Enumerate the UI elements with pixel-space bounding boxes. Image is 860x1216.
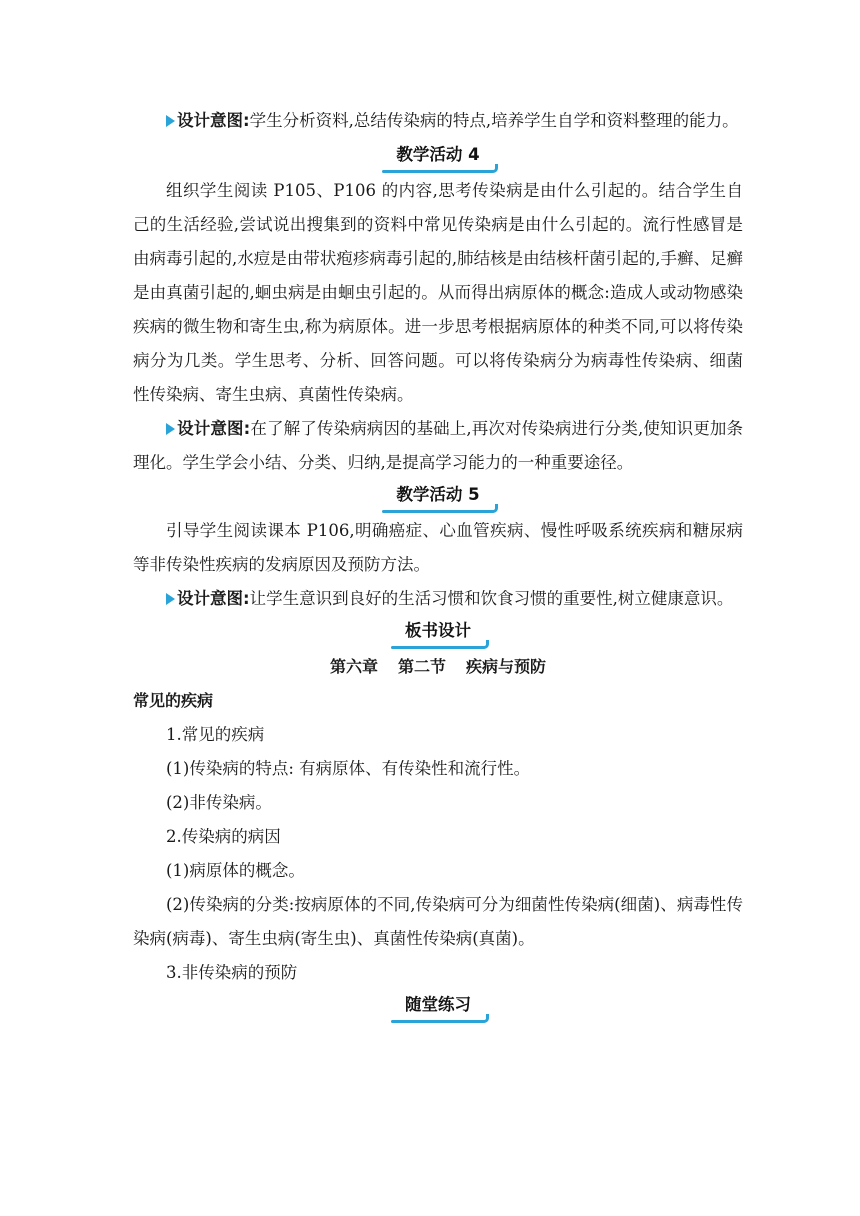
board-line: (1)传染病的特点: 有病原体、有传染性和流行性。 — [166, 759, 531, 778]
design-intent-1 — [133, 104, 743, 138]
board-line: (2)非传染病。 — [166, 793, 272, 812]
design-intent-2 — [133, 412, 743, 480]
design-intent-label: 设计意图: — [177, 589, 250, 608]
document-page — [133, 104, 743, 1024]
board-line: 2.传染病的病因 — [166, 827, 281, 846]
board-title — [133, 650, 743, 684]
design-intent-text: 学生分析资料,总结传染病的特点,培养学生自学和资料整理的能力。 — [249, 111, 739, 130]
design-intent-label: 设计意图: — [177, 419, 251, 438]
design-intent-label: 设计意图: — [177, 111, 250, 130]
board-design-heading: 板书设计 — [133, 616, 743, 650]
board-title-topic: 疾病与预防 — [466, 657, 547, 676]
practice-heading: 随堂练习 — [133, 990, 743, 1024]
triangle-bullet-icon — [166, 593, 175, 605]
design-intent-text: 在了解了传染病病因的基础上,再次对传染病进行分类,使知识更加条理化。学生学会小结、分类、归纳,是提高学习能力的一种重要途径。 — [133, 419, 743, 472]
board-line: 3.非传染病的预防 — [166, 963, 298, 982]
design-intent-text: 让学生意识到良好的生活习惯和饮食习惯的重要性,树立健康意识。 — [249, 589, 734, 608]
triangle-bullet-icon — [166, 115, 175, 127]
board-line: (1)病原体的概念。 — [166, 861, 305, 880]
activity-4-body: 组织学生阅读 P105、P106 的内容,思考传染病是由什么引起的。结合学生自己的生活经验,尝试说出搜集到的资料中常见传染病是由什么引起的。流行性感冒是由病毒引起的,水痘是由带状疱疹病毒引起的,肺结核是由结核杆菌引起的,手癣、足癣是由真菌引起的,蛔虫病是由蛔虫引起的。从而得出病原体的概念:造成人或动物感染疾病的微生物和寄生虫,称为病原体。进一步思考根据病原体的种类不同,可以将传染病分为几类。学生思考、分析、回答问题。可以将传染病分为病毒性传染病、细菌性传染病、寄生虫病、真菌性传染病。 — [133, 181, 743, 404]
board-line: (2)传染病的分类:按病原体的不同,传染病可分为细菌性传染病(细菌)、病毒性传染病(病毒)、寄生虫病(寄生虫)、真菌性传染病(真菌)。 — [133, 895, 743, 948]
activity-5-heading: 教学活动 5 — [133, 480, 743, 514]
board-title-section: 第二节 — [397, 657, 446, 676]
design-intent-3 — [133, 582, 743, 616]
triangle-bullet-icon — [166, 423, 175, 435]
board-subheading: 常见的疾病 — [133, 691, 214, 710]
board-line: 1.常见的疾病 — [166, 725, 265, 744]
board-title-chapter: 第六章 — [329, 657, 378, 676]
activity-5-body: 引导学生阅读课本 P106,明确癌症、心血管疾病、慢性呼吸系统疾病和糖尿病等非传染性疾病的发病原因及预防方法。 — [133, 521, 743, 574]
activity-4-heading: 教学活动 4 — [133, 140, 743, 174]
